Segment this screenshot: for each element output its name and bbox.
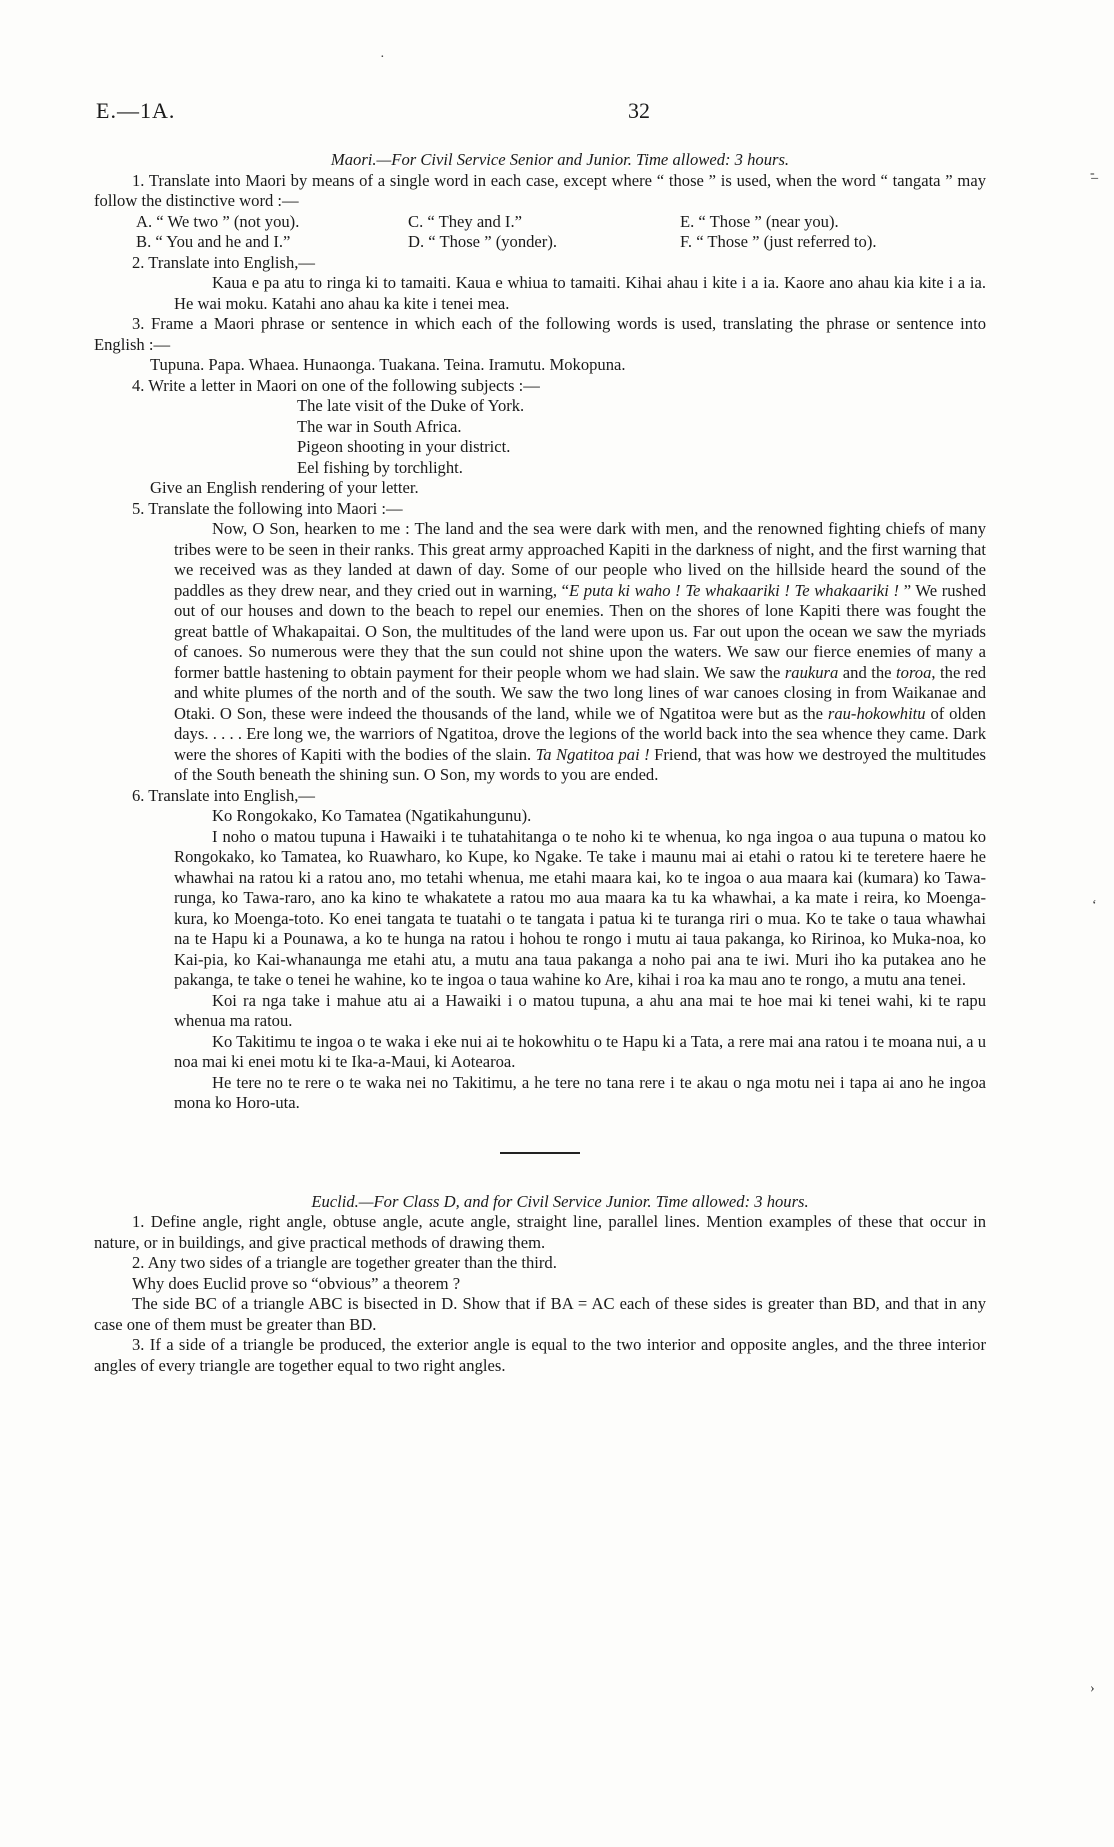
- q1-option: E. “ Those ” (near you).: [680, 211, 839, 231]
- q4-subject: The late visit of the Duke of York.: [297, 396, 525, 415]
- q4-subject: Pigeon shooting in your district.: [297, 437, 511, 456]
- maori-question-1: 1. Translate into Maori by means of a single word in each case, except where “ those ” is used, when the word “ tangata ” may follow the distinctive word :—: [94, 170, 986, 210]
- q1-option: D. “ Those ” (yonder).: [408, 232, 557, 251]
- q5-text: Friend, that was how we destroyed the multitudes of the South beneath the shining sun. O Son, my words to you are ended.: [174, 744, 987, 784]
- q5-text: and the: [838, 662, 897, 682]
- euclid-question-2b: Why does Euclid prove so “obvious” a theorem ?: [132, 1273, 461, 1293]
- q5-text: of olden days. . . . . Ere long we, the warriors of Ngatitoa, drove the legions of the world back into the sea whence they came. Dark were the shores of Kapiti with the bodies of the slain.: [174, 703, 986, 764]
- q5-rau-hokowhitu: rau-hokowhitu: [827, 703, 926, 723]
- q5-ta-ngatitoa: Ta Ngatitoa pai !: [535, 744, 650, 764]
- euclid-question-1: 1. Define angle, right angle, obtuse angle, acute angle, straight line, parallel lines. Mention examples of these that occur in nature, or in buildings, and give practical methods of drawing them.: [94, 1212, 986, 1252]
- speck-mark: ·: [380, 50, 385, 65]
- q5-text: ” We rushed out of our houses and down to the beach to repel our enemies. Then on the shores of lone Kapiti there was fought the great battle of Whakapaitai. O Son, the multitudes of the land were upon us. Far out upon the ocean we saw the myriads of canoes. So numerous were they that the sun could not shine upon the waters. We saw our fierce enemies of many a former battle hastening to obtain payment for their people whom we had slain. We saw the: [174, 580, 986, 682]
- euclid-question-3: 3. If a side of a triangle be produced, the exterior angle is equal to the two interior and opposite angles, and the three interior angles of every triangle are together equal to two right angles.: [94, 1335, 986, 1375]
- q4-note: Give an English rendering of your letter.: [150, 478, 419, 497]
- q2-text: Kaua e pa atu to ringa ki to tamaiti. Kaua e whiua to tamaiti. Kihai ahau i kite i a ia. Kaore ano ahau kia kite i a ia. He wai moku. Katahi ano ahau ka kite i tenei mea.: [174, 273, 986, 313]
- maori-question-4: 4. Write a letter in Maori on one of the following subjects :—: [132, 375, 540, 395]
- q5-text: , the red and white plumes of the north and of the south. We saw the two long lines of war canoes closing in from Waikanae and Otaki. O Son, these were indeed the thousands of the land, while we of Ngatitoa were but as the: [174, 662, 986, 723]
- q4-subject: The war in South Africa.: [297, 416, 462, 436]
- euclid-question-2c: The side BC of a triangle ABC is bisected in D. Show that if BA = AC each of these sides is greater than BD, and that in any case one of them must be greater than BD.: [94, 1294, 986, 1334]
- q1-options: [94, 212, 986, 253]
- q6-paragraph: He tere no te rere o te waka nei no Takitimu, a he tere no tana rere i te akau o nga motu nei i tapa ai ano he ingoa mona ko Horo-uta.: [174, 1072, 986, 1112]
- q5-raukura: raukura: [784, 662, 839, 682]
- page-header: [96, 98, 1036, 128]
- euclid-question-2: 2. Any two sides of a triangle are together greater than the third.: [132, 1253, 557, 1272]
- q1-option: A. “ We two ” (not you).: [136, 211, 300, 231]
- q1-option: C. “ They and I.”: [408, 211, 522, 231]
- maori-question-3: 3. Frame a Maori phrase or sentence in which each of the following words is used, translating the phrase or sentence into English :—: [94, 314, 986, 354]
- page-content: [94, 150, 986, 1376]
- margin-mark: -̲: [1090, 166, 1095, 181]
- page-number: 32: [628, 98, 650, 123]
- maori-question-6: 6. Translate into English,—: [132, 785, 316, 805]
- maori-heading: Maori.—For Civil Service Senior and Junior. Time allowed: 3 hours.: [330, 150, 790, 169]
- margin-mark: ›: [1090, 1681, 1095, 1696]
- q1-option: B. “ You and he and I.”: [136, 232, 291, 251]
- q6-paragraph: I noho o matou tupuna i Hawaiki i te tuhatahitanga o te noho ki te whenua, ko nga ingoa o aua tupuna o matou ko Rongokako, ko Tamatea, ko Ruawharo, ko Kupe, ko Ngake. Te take i maunu mai ai etahi o ratou ki te teretere haere he whawhai na ratou ki a ratou ano, mo tetahi whenua, me etahi maara kai, ko te ingoa o aua maara kai (kumara) ko Tawa-runga, ko Tawa-raro, ano ka kino te whakatete a ratou mo aua maara ka tu ka whawhai, a ka mate i reira, ko Moenga-kura, ko Moenga-toto. Ko enei tangata te tuatahi o te tangata i patua ki te turanga riri o mua. Ko te take o taua whawhai na te Hapu ki a Pounawa, a ko te hunga na ratou i hohou te rongo i mutu ai taua pakanga, ko Ririnoa, ko Muka-noa, ko Kai-pia, ko Kai-whanaunga me etahi atu, a mutu ana taua pakanga a noho pai ana te iwi. Muri iho ka putakea ano he pakanga, te take o tenei he wahine, ko te ingoa o taua wahine ko Are, kihai i roa ka mau ano te rongo, a mutu ana tenei.: [174, 826, 986, 989]
- q6-paragraph: Ko Takitimu te ingoa o te waka i eke nui ai te hokowhitu o te Hapu ki a Tata, a rere mai ana ratou i te moana nui, a u noa mai ki enei motu ki te Ika-a-Maui, ki Aotearoa.: [174, 1031, 986, 1071]
- q5-toroa: toroa: [896, 662, 932, 682]
- q3-words: Tupuna. Papa. Whaea. Hunaonga. Tuakana. Teina. Iramutu. Mokopuna.: [150, 355, 626, 374]
- q1-option: F. “ Those ” (just referred to).: [680, 232, 877, 251]
- q4-subject: Eel fishing by torchlight.: [297, 457, 463, 477]
- q6-title: Ko Rongokako, Ko Tamatea (Ngatikahungunu).: [212, 806, 532, 825]
- q5-call: E puta ki waho ! Te whakaariki ! Te whakaariki !: [569, 580, 900, 600]
- q6-paragraph: Koi ra nga take i mahue atu ai a Hawaiki i o matou tupuna, a ahu ana mai te hoe mai ki tenei wahi, ki te rapu whenua ma ratou.: [174, 990, 986, 1030]
- euclid-heading: Euclid.—For Class D, and for Civil Service Junior. Time allowed: 3 hours.: [311, 1191, 809, 1211]
- document-code: E.—1A.: [96, 98, 176, 123]
- margin-mark: ‘: [1092, 898, 1097, 913]
- section-divider: [500, 1152, 580, 1154]
- maori-question-2: 2. Translate into English,—: [132, 252, 316, 272]
- q5-passage: [94, 519, 986, 786]
- q5-text: Now, O Son, hearken to me : The land and the sea were dark with men, and the renowned fighting chiefs of many tribes were to be seen in their ranks. This great army approached Kapiti in the darkness of night, and the first warning that we received was as they landed at dawn of day. Some of our people who lived on the hillside heard the sound of the paddles as they drew near, and they cried out in warning, “: [174, 519, 986, 600]
- maori-question-5: 5. Translate the following into Maori :—: [132, 498, 403, 518]
